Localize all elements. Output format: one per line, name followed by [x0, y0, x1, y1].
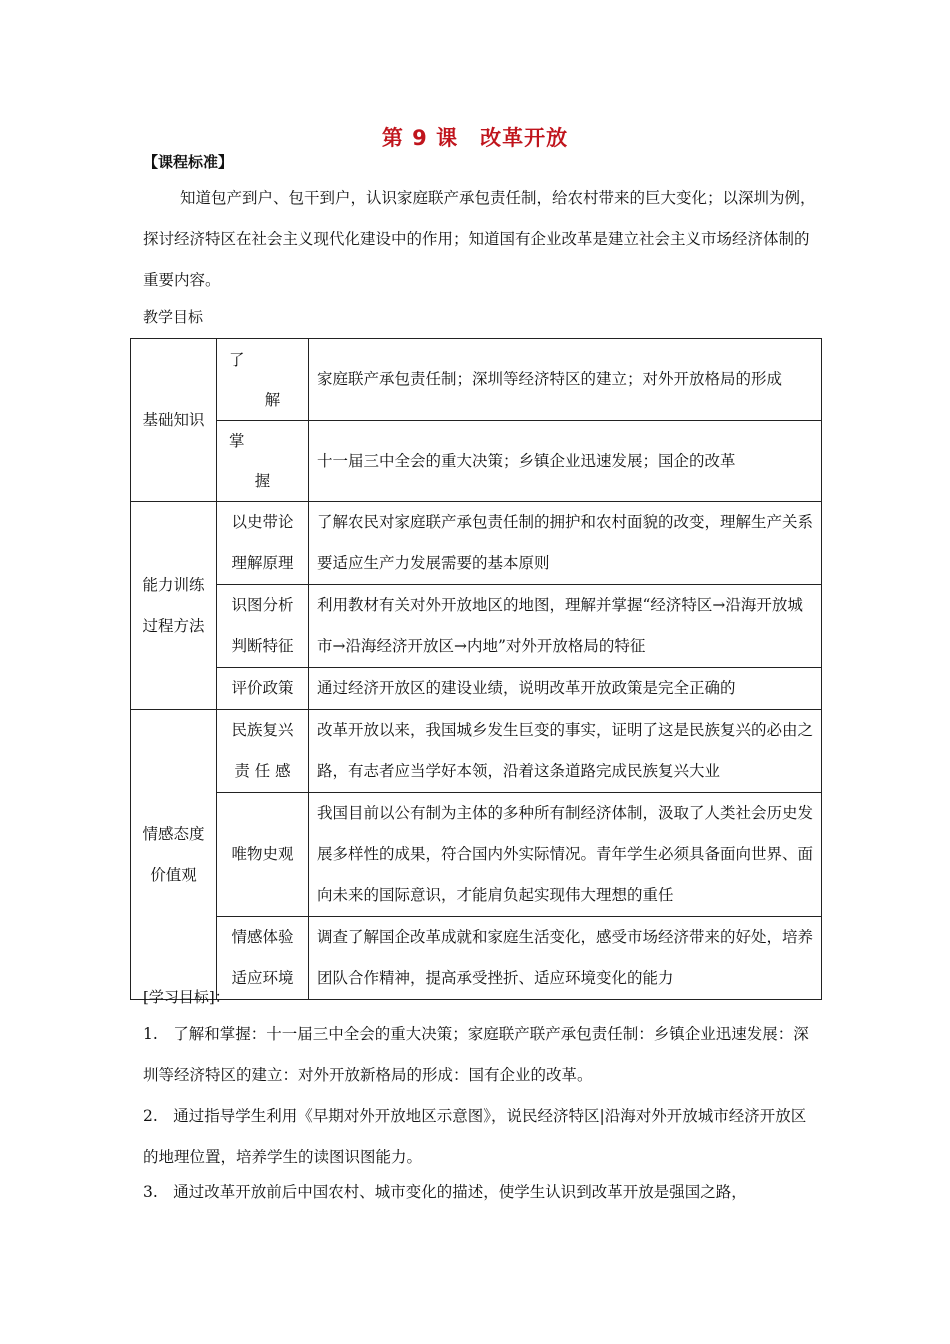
table-row [131, 502, 822, 585]
table-row [131, 668, 822, 710]
desc-cell: 我国目前以公有制为主体的多种所有制经济体制，汲取了人类社会历史发展多样性的成果，符合国内外实际情况。青年学生必须具备面向世界、面向未来的国际意识，才能肩负起实现伟大理想的重任 [309, 793, 822, 917]
teaching-goals-label: 教学目标 [143, 308, 204, 326]
desc-cell: 调查了解国企改革成就和家庭生活变化，感受市场经济带来的好处，培养团队合作精神，提高承受挫折、适应环境变化的能力 [309, 917, 822, 1000]
lesson-title: 第 9 课 改革开放 [381, 126, 569, 150]
sub-cell: 识图分析 判断特征 [217, 585, 309, 668]
desc-cell: 通过经济开放区的建设业绩，说明改革开放政策是完全正确的 [309, 668, 822, 710]
sub-cell: 民族复兴 责 任 感 [217, 710, 309, 793]
desc-cell: 十一届三中全会的重大决策；乡镇企业迅速发展；国企的改革 [309, 421, 822, 502]
category-cell: 能力训练过程方法 [131, 502, 217, 710]
sub-cell: 唯物史观 [217, 793, 309, 917]
objective-item: 2. 通过指导学生利用《早期对外开放地区示意图》，说民经济特区|沿海对外开放城市经济开放区的地理位置，培养学生的读图识图能力。 [143, 1107, 807, 1166]
category-cell: 基础知识 [131, 339, 217, 502]
sub-cell: 了 解 [217, 339, 309, 421]
sub-cell: 评价政策 [217, 668, 309, 710]
desc-cell: 改革开放以来，我国城乡发生巨变的事实，证明了这是民族复兴的必由之路，有志者应当学好本领，沿着这条道路完成民族复兴大业 [309, 710, 822, 793]
category-cell: 情感态度价值观 [131, 710, 217, 1000]
sub-cell: 掌 握 [217, 421, 309, 502]
table-row [131, 793, 822, 917]
learning-objectives-label: [学习目标]： [143, 988, 230, 1006]
course-standard-heading: 【课程标准】 [143, 153, 234, 171]
teaching-goals-table [130, 338, 822, 1000]
sub-cell: 情感体验 适应环境 [217, 917, 309, 1000]
table-row [131, 917, 822, 1000]
desc-cell: 利用教材有关对外开放地区的地图，理解并掌握“经济特区→沿海开放城市→沿海经济开放区→内地”对外开放格局的特征 [309, 585, 822, 668]
objective-item: 3. 通过改革开放前后中国农村、城市变化的描述，使学生认识到改革开放是强国之路， [143, 1183, 747, 1201]
table-row [131, 421, 822, 502]
table-row [131, 710, 822, 793]
table-row [131, 585, 822, 668]
desc-cell: 家庭联产承包责任制；深圳等经济特区的建立；对外开放格局的形成 [309, 339, 822, 421]
table-row [131, 339, 822, 421]
course-standard-text: 知道包产到户、包干到户，认识家庭联产承包责任制，给农村带来的巨大变化；以深圳为例，探讨经济特区在社会主义现代化建设中的作用；知道国有企业改革是建立社会主义市场经济体制的重要内容。 [143, 189, 816, 289]
sub-cell: 以史带论 理解原理 [217, 502, 309, 585]
objective-item: 1. 了解和掌握：十一届三中全会的重大决策；家庭联产联产承包责任制：乡镇企业迅速发展：深圳等经济特区的建立：对外开放新格局的形成：国有企业的改革。 [143, 1025, 809, 1084]
desc-cell: 了解农民对家庭联产承包责任制的拥护和农村面貌的改变，理解生产关系要适应生产力发展需要的基本原则 [309, 502, 822, 585]
